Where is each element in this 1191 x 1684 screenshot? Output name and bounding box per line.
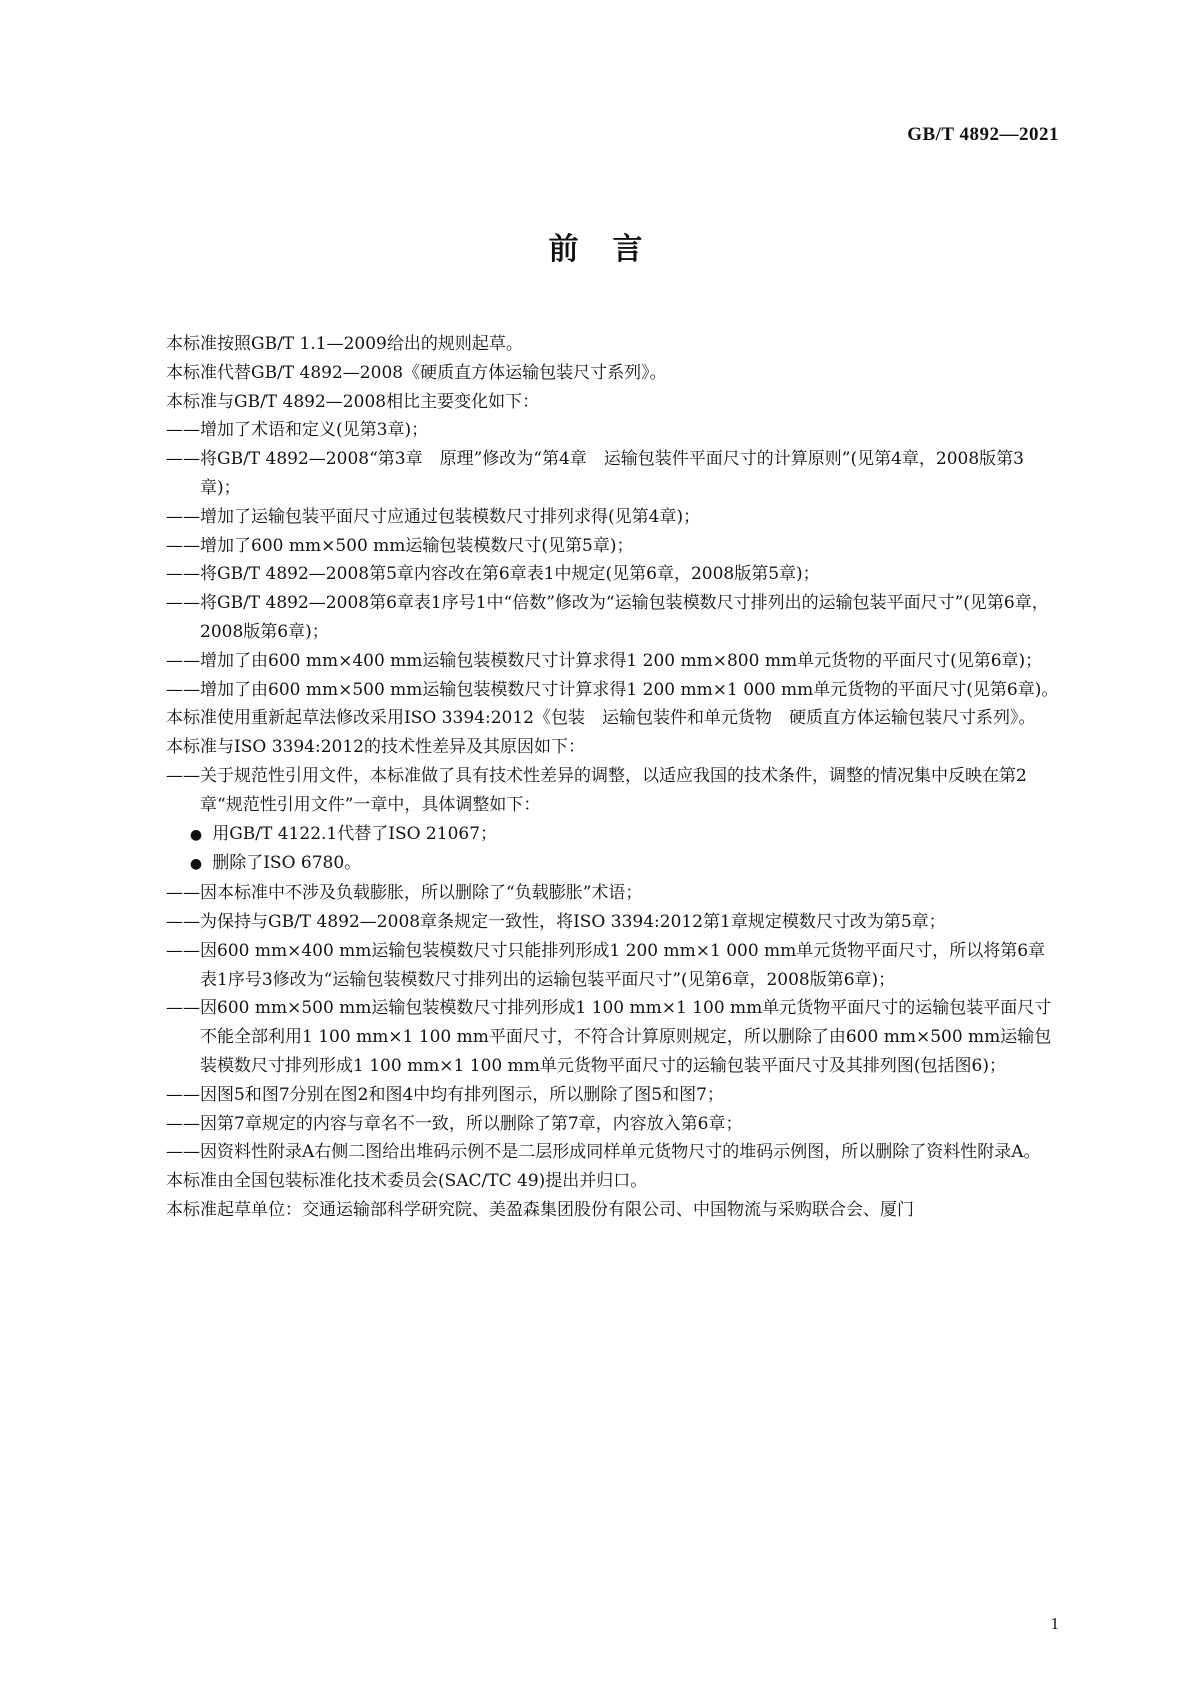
- list-item: ——因本标准中不涉及负载膨胀，所以删除了“负载膨胀”术语；: [166, 883, 643, 904]
- list-item: ——因600 mm×500 mm运输包装模数尺寸排列形成1 100 mm×1 100 mm单元货物平面尺寸的运输包装平面尺寸不能全部利用1 100 mm×1 100 mm平面尺寸，不符合计算原则规定，所以删除了由600 mm×500 mm运输包装模数尺寸排列形成1 100 mm×1 100 mm单元货物平面尺寸的运输包装平面尺寸及其排列图(包括图6)；: [166, 998, 1052, 1076]
- paragraph: 本标准由全国包装标准化技术委员会(SAC/TC 49)提出并归口。: [166, 1171, 648, 1192]
- paragraph: 本标准与ISO 3394:2012的技术性差异及其原因如下：: [166, 737, 585, 758]
- foreword-body: [132, 330, 1060, 1225]
- paragraph: 本标准使用重新起草法修改采用ISO 3394:2012《包装 运输包装件和单元货物 硬质直方体运输包装尺寸系列》。: [166, 708, 1036, 729]
- list-item: ——增加了由600 mm×500 mm运输包装模数尺寸计算求得1 200 mm×1 000 mm单元货物的平面尺寸(见第6章)。: [166, 679, 1059, 700]
- list-item: ——因600 mm×400 mm运输包装模数尺寸只能排列形成1 200 mm×1 000 mm单元货物平面尺寸，所以将第6章表1序号3修改为“运输包装模数尺寸排列出的运输包装平面尺寸”(见第6章，2008版第6章)；: [166, 940, 1046, 990]
- paragraph: 本标准起草单位：交通运输部科学研究院、美盈森集团股份有限公司、中国物流与采购联合会、厦门: [166, 1199, 914, 1220]
- list-item: ——关于规范性引用文件，本标准做了具有技术性差异的调整，以适应我国的技术条件，调整的情况集中反映在第2章“规范性引用文件”一章中，具体调整如下：: [166, 765, 1027, 815]
- page-title: 前言: [548, 232, 677, 267]
- bullet-item: ● 删除了ISO 6780。: [189, 853, 362, 874]
- list-item: ——因图5和图7分别在图2和图4中均有排列图示，所以删除了图5和图7；: [166, 1084, 724, 1105]
- paragraph: 本标准按照GB/T 1.1—2009给出的规则起草。: [166, 334, 523, 354]
- list-item: ——将GB/T 4892—2008“第3章 原理”修改为“第4章 运输包装件平面尺寸的计算原则”(见第4章，2008版第3章)；: [166, 449, 1024, 498]
- list-item: ——增加了由600 mm×400 mm运输包装模数尺寸计算求得1 200 mm×800 mm单元货物的平面尺寸(见第6章)；: [166, 650, 1043, 671]
- bullet-item: ● 用GB/T 4122.1代替了ISO 21067；: [189, 823, 498, 844]
- paragraph: 本标准与GB/T 4892—2008相比主要变化如下：: [166, 391, 540, 412]
- list-item: ——因资料性附录A右侧二图给出堆码示例不是二层形成同样单元货物尺寸的堆码示例图，所以删除了资料性附录A。: [166, 1142, 1041, 1163]
- standard-code: GB/T 4892—2021: [907, 124, 1059, 145]
- list-item: ——将GB/T 4892—2008第5章内容改在第6章表1中规定(见第6章，2008版第5章)；: [166, 564, 820, 585]
- list-item: ——增加了运输包装平面尺寸应通过包装模数尺寸排列求得(见第4章)；: [166, 506, 701, 527]
- list-item: ——将GB/T 4892—2008第6章表1序号1中“倍数”修改为“运输包装模数尺寸排列出的运输包装平面尺寸”(见第6章，2008版第6章)；: [166, 593, 1049, 642]
- list-item: ——增加了术语和定义(见第3章)；: [166, 420, 429, 441]
- list-item: ——因第7章规定的内容与章名不一致，所以删除了第7章，内容放入第6章；: [166, 1113, 743, 1134]
- paragraph: 本标准代替GB/T 4892—2008《硬质直方体运输包装尺寸系列》。: [166, 362, 667, 383]
- list-item: ——为保持与GB/T 4892—2008章条规定一致性，将ISO 3394:2012第1章规定模数尺寸改为第5章；: [166, 911, 946, 932]
- page-number: 1: [1050, 1614, 1059, 1633]
- list-item: ——增加了600 mm×500 mm运输包装模数尺寸(见第5章)；: [166, 535, 634, 556]
